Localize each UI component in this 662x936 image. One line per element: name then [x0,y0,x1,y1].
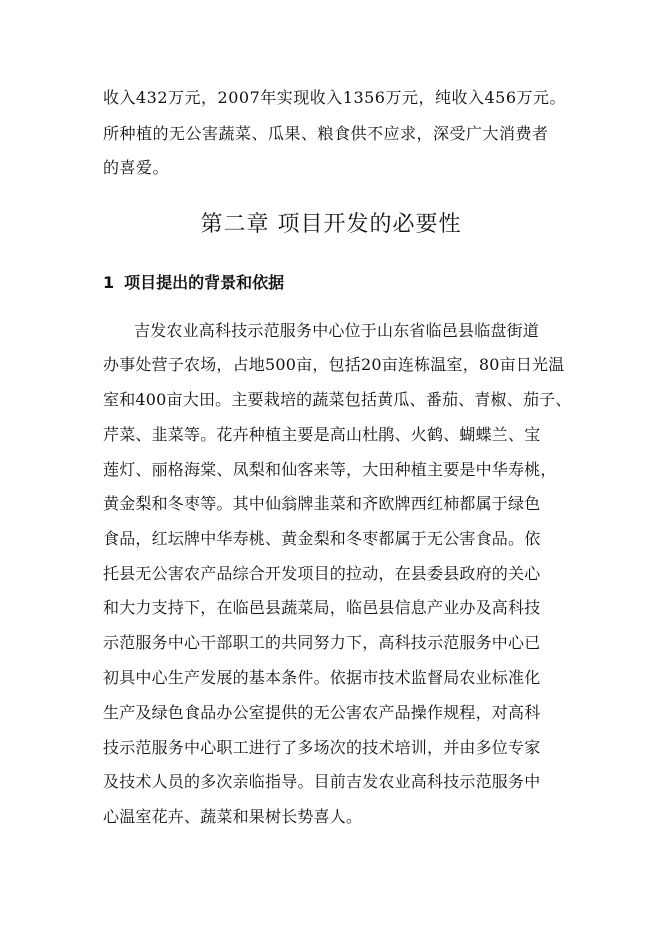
intro-line-1: 收入432万元，2007年实现收入1356万元，纯收入456万元。 [103,88,567,107]
section-title: 项目提出的背景和依据 [124,273,285,292]
paragraph-line: 及技术人员的多次亲临指导。目前吉发农业高科技示范服务中 [103,772,541,791]
paragraph-line: 生产及绿色食品办公室提供的无公害农产品操作规程，对高科 [103,703,541,722]
paragraph-line: 托县无公害农产品综合开发项目的拉动，在县委县政府的关心 [103,564,541,583]
paragraph-line: 初具中心生产发展的基本条件。依据市技术监督局农业标准化 [103,668,541,687]
paragraph-line: 技示范服务中心职工进行了多场次的技术培训，并由多位专家 [103,738,541,757]
chapter-title: 第二章 项目开发的必要性 [200,212,462,237]
paragraph-line: 办事处营子农场，占地500亩，包括20亩连栋温室，80亩日光温 [103,355,565,374]
paragraph-line: 和大力支持下，在临邑县蔬菜局，临邑县信息产业办及高科技 [103,598,541,617]
section-number: 1 [103,273,115,292]
section-heading [103,272,284,294]
paragraph-line: 吉发农业高科技示范服务中心位于山东省临邑县临盘街道 [134,321,540,340]
paragraph-line: 莲灯、丽格海棠、凤梨和仙客来等，大田种植主要是中华寿桃， [103,460,557,479]
intro-line-2: 所种植的无公害蔬菜、瓜果、粮食供不应求，深受广大消费者 [103,124,549,143]
intro-line-3: 的喜爱。 [103,158,170,177]
paragraph-line: 食品，红坛牌中华寿桃、黄金梨和冬枣都属于无公害食品。依 [103,529,541,548]
paragraph-line: 心温室花卉、蔬菜和果树长势喜人。 [103,807,363,826]
paragraph-line: 黄金梨和冬枣等。其中仙翁牌韭菜和齐欧牌西红柿都属于绿色 [103,494,541,513]
paragraph-line: 芹菜、韭菜等。花卉种植主要是高山杜鹃、火鹤、蝴蝶兰、宝 [103,425,541,444]
paragraph-line: 示范服务中心干部职工的共同努力下，高科技示范服务中心已 [103,633,541,652]
paragraph-line: 室和400亩大田。主要栽培的蔬菜包括黄瓜、番茄、青椒、茄子、 [103,390,572,409]
